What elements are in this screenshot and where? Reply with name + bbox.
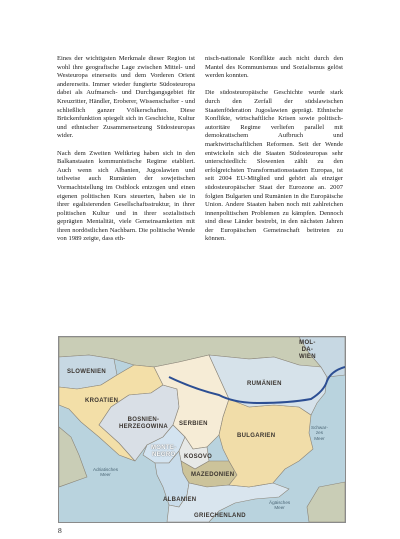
label-bulgarien: BULGARIEN [237, 433, 276, 439]
balkan-map [58, 336, 346, 523]
label-slowenien: SLOWENIEN [67, 369, 107, 375]
label-serbien: SERBIEN [179, 421, 208, 427]
label-schwarzes-meer-line-1: Schwar- [311, 425, 328, 430]
page-number: 8 [58, 526, 62, 535]
label-schwarzes-meer [311, 425, 328, 441]
label-moldawien-line-1: MOL- [299, 340, 316, 346]
label-moldawien-line-2: DA- [301, 347, 314, 353]
label-kroatien: KROATIEN [85, 398, 119, 404]
text-column-right [205, 55, 343, 253]
label-montenegro [151, 445, 176, 459]
label-adria-line-2: Meer [100, 472, 111, 478]
label-adria-line-1: Adriatisches [93, 467, 119, 472]
paragraph: Die südosteuropäische Geschichte wurde stark durch den Zerfall der südslawischen Staatenföderation Jugoslawien geprägt. Ethnische Konflikte, wirtschaftliche Krisen sowie politisch-autoritäre Regime verliefen parallel mit demokratischem Aufbruch und marktwirtschaftlichen Reformen. Seit der Wende entwickeln sich die Staaten Südosteuropas sehr unterschiedlich: Slowenien zählt zu den erfolgreichsten Transformationsstaaten Europas, ist seit 2004 EU-Mitglied und gehört als einziger südosteuropäischer Staat der Eurozone an. 2007 folgten Bulgarien und Rumänien in die Europäische Union. Andere Staaten haben noch mit zahlreichen innenpolitischen Problemen zu kämpfen. Dennoch sind diese Länder bestrebt, in den nächsten Jahren der Europäischen Gemeinschaft beitreten zu können. [205, 89, 343, 243]
paragraph: Nach dem Zweiten Weltkrieg haben sich in den Balkanstaaten kommunistische Regime etabliert. Auch wenn sich Albanien, Jugoslawien und teilweise auch Rumänien der sowjetischen Vormachtstellung im Ostblock entzogen und einen eigenen politischen Kurs steuerten, haben sie in ihrer egalisierenden Gesellschaftsstruktur, in ihrer politischen Kultur und in ihrer sozialistisch geprägten Mentalität, viele Gemeinsamkeiten mit ihren nordöstlichen Nachbarn. Die politische Wende von 1989 zeigte, dass eth- [57, 149, 195, 243]
map-graphic [59, 337, 345, 522]
label-aegaeis-line-1: Ägäisches [269, 500, 291, 505]
label-adriatisches-meer [93, 467, 118, 478]
label-schwarzes-meer-line-3: Meer [314, 435, 325, 441]
label-albanien: ALBANIEN [163, 497, 197, 503]
label-rumaenien: RUMÄNIEN [247, 381, 282, 387]
label-schwarzes-meer-line-2: zes [315, 430, 323, 436]
label-montenegro-line-2: NEGRO [151, 452, 176, 458]
label-bosnien-herzegowina [119, 417, 168, 431]
label-griechenland: GRIECHENLAND [194, 513, 246, 519]
label-aegaeis-line-2: Meer [274, 505, 285, 511]
label-aegaeisches-meer [269, 500, 290, 511]
label-bosnien-line-1: BOSNIEN- [127, 417, 160, 423]
text-column-left [57, 55, 195, 253]
label-bosnien-line-2: HERZEGOWINA [119, 424, 168, 430]
label-mazedonien: MAZEDONIEN [191, 472, 235, 478]
label-kosovo: KOSOVO [184, 454, 213, 460]
paragraph: Eines der wichtigsten Merkmale dieser Region ist wohl ihre geografische Lage zwischen Mittel- und Westeuropa einerseits und dem Vorderen Orient andererseits. Immer wieder fungierte Südosteuropa dabei als Aufmarsch- und Durchgangsgebiet für Kreuzritter, Händler, Eroberer, Wissenschafter - und schließlich ganzer Völkerschaften. Diese Brückenfunktion spiegelt sich in Geschichte, Kultur und ethnischer Zusammensetzung Südosteuropas wider. [57, 55, 195, 140]
label-montenegro-line-1: MONTE- [151, 445, 177, 451]
label-moldawien [299, 340, 316, 361]
label-moldawien-line-3: WIEN [299, 354, 316, 360]
paragraph: nisch-nationale Konflikte auch nicht durch den Mantel des Kommunismus und Sozialismus gelöst werden konnten. [205, 55, 343, 80]
